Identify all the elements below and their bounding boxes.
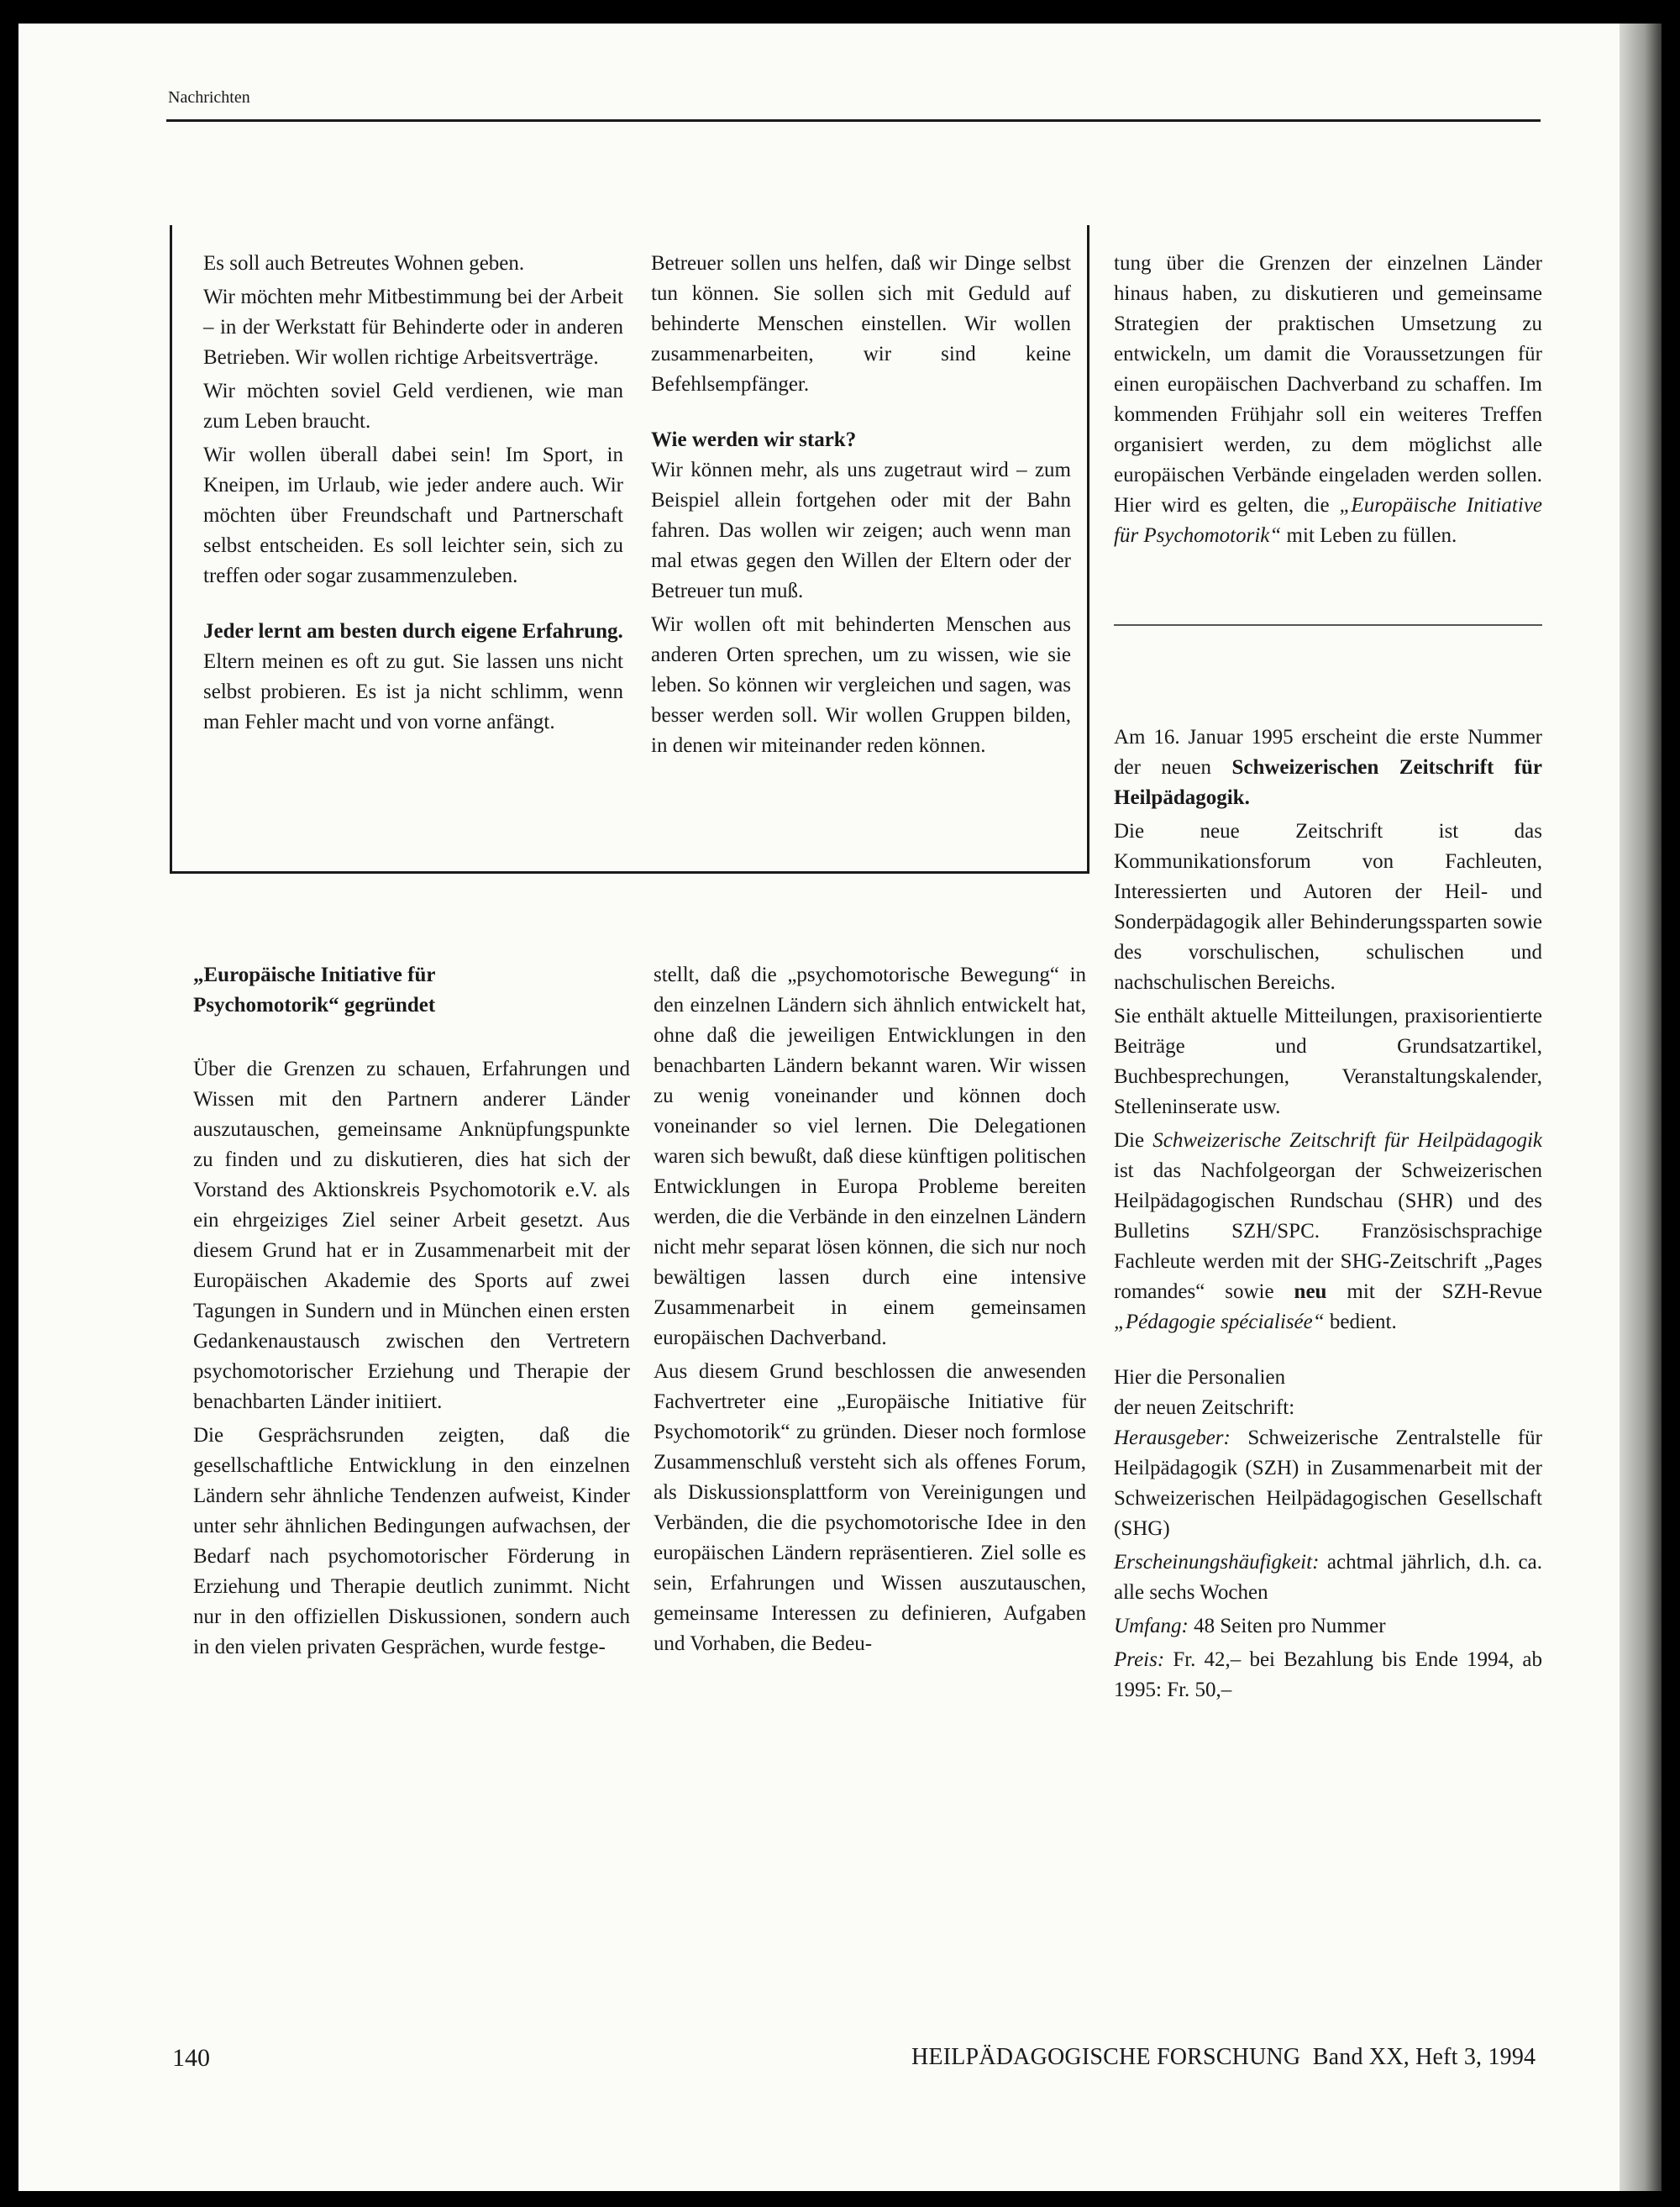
detail-herausgeber: Herausgeber: Schweizerische Zentralstelle für Heilpädagogik (SZH) in Zusammenarbeit mit der Schweizerischen Heilpädagogischen Gesellschaft (SHG): [1114, 1427, 1543, 1540]
detail-umfang: Umfang: 48 Seiten pro Nummer: [1114, 1615, 1386, 1637]
journal-footer: HEILPÄDAGOGISCHE FORSCHUNG Band XX, Heft 3, 1994: [911, 2044, 1536, 2070]
article-column-2: [654, 960, 1086, 1663]
section-rule: [1114, 624, 1542, 626]
running-head: Nachrichten: [168, 88, 250, 107]
paragraph: Sie enthält aktuelle Mitteilungen, praxisorientierte Beiträge und Grundsatzartikel, Buchbesprechungen, Veranstaltungskalender, Stelleninserate usw.: [1114, 1005, 1542, 1118]
box-paragraph: Wir möchten mehr Mitbestimmung bei der Arbeit – in der Werkstatt für Behinderte oder in anderen Betrieben. Wir wollen richtige Arbeitsverträge.: [203, 286, 623, 369]
article-title-line-1: „Europäische Initiative für: [193, 964, 436, 986]
box-paragraph: Wir möchten soviel Geld verdienen, wie man zum Leben braucht.: [203, 380, 623, 433]
article-paragraph: Aus diesem Grund beschlossen die anwesenden Fachvertreter eine „Europäische Initiative für Psychomotorik“ zu gründen. Dieser noch formlose Zusammenschluß versteht sich als offenes Forum, als Diskussionsplattform von Vereinigungen und Verbänden, die die psychomotorische Idee in den europäischen Ländern repräsentieren. Ziel solle es sein, Erfahrungen und Wissen auszutauschen, gemeinsame Interessen zu definieren, Aufgaben und Vorhaben, die Bedeu-: [654, 1360, 1086, 1655]
page-number: 140: [172, 2044, 210, 2072]
paragraph: Die Schweizerische Zeitschrift für Heilpädagogik ist das Nachfolgeorgan der Schweizerischen Heilpädagogischen Rundschau (SHR) und des Bulletins SZH/SPC. Französischsprachige Fachleute werden mit der SHG-Zeitschrift „Pages romandes“ sowie neu mit der SZH-Revue „Pédagogie spécialisée“ bedient.: [1114, 1129, 1543, 1333]
article-paragraph: Über die Grenzen zu schauen, Erfahrungen und Wissen mit den Partnern anderer Länder auszutauschen, gemeinsame Anknüpfungspunkte zu finden und zu diskutieren, dies hat sich der Vorstand des Aktionskreis Psychomotorik e.V. als ein ehrgeiziges Ziel seiner Arbeit gesetzt. Aus diesem Grund hat er in Zusammenarbeit mit der Europäischen Akademie des Sports auf zwei Tagungen in Sundern und in München einen ersten Gedankenaustausch zwischen den Vertretern psychomotorischer Erziehung und Therapie der benachbarten Länder initiiert.: [193, 1058, 630, 1413]
paragraph: Am 16. Januar 1995 erscheint die erste Nummer der neuen Schweizerischen Zeitschrift für Heilpädagogik.: [1114, 726, 1542, 809]
box-paragraph: Es soll auch Betreutes Wohnen geben.: [203, 252, 525, 275]
detail-frequency: Erscheinungshäufigkeit: achtmal jährlich, d.h. ca. alle sechs Wochen: [1114, 1551, 1542, 1604]
paragraph: tung über die Grenzen der einzelnen Länder hinaus haben, zu diskutieren und gemeinsame Strategien der praktischen Umsetzung zu entwickeln, um damit die Voraussetzungen für einen europäischen Dachverband zu schaffen. Im kommenden Frühjahr soll ein weiteres Treffen organisiert werden, zu dem möglichst alle europäischen Verbände eingeladen werden sollen. Hier wird es gelten, die „Europäische Initiative für Psychomotorik“ mit Leben zu füllen.: [1114, 252, 1543, 547]
article-column-1: [193, 960, 630, 1666]
header-rule: [166, 119, 1541, 122]
box-column-1: [203, 249, 623, 741]
journal-notice: [1114, 723, 1542, 1709]
box-paragraph: Wir wollen oft mit behinderten Menschen aus anderen Orten sprechen, um zu wissen, wie sie leben. So können wir vergleichen und sagen, was besser werden soll. Wir wollen Gruppen bilden, in denen wir miteinander reden können.: [651, 613, 1071, 757]
detail-preis: Preis: Fr. 42,– bei Bezahlung bis Ende 1994, ab 1995: Fr. 50,–: [1114, 1648, 1542, 1701]
personalien-line: Hier die Personalien: [1114, 1366, 1286, 1389]
box-column-2: [651, 249, 1071, 765]
article-title-line-2: Psychomotorik“ gegründet: [193, 994, 436, 1017]
article-paragraph: Die Gesprächsrunden zeigten, daß die gesellschaftliche Entwicklung in den einzelnen Ländern sehr ähnliche Tendenzen aufweist, Kinder unter sehr ähnlichen Bedingungen aufwachsen, der Bedarf nach psychomotorischer Förderung in Erziehung und Therapie deutlich zunimmt. Nicht nur in den offiziellen Diskussionen, sondern auch in den vielen privaten Gesprächen, wurde festge-: [193, 1424, 630, 1658]
column-3-continuation: [1114, 249, 1542, 554]
article-paragraph: stellt, daß die „psychomotorische Bewegung“ in den einzelnen Ländern sich ähnlich entwickelt hat, ohne daß die jeweiligen Entwicklungen in den benachbarten Ländern bekannt waren. Wir wissen zu wenig voneinander und können doch voneinander so viel lernen. Die Delegationen waren sich bewußt, daß diese künftigen politischen Entwicklungen in Europa Probleme bereiten werden, die die Verbände in den einzelnen Ländern nicht mehr separat lösen können, die sich nur noch bewältigen lassen durch eine intensive Zusammenarbeit in einem gemeinsamen europäischen Dachverband.: [654, 964, 1086, 1349]
box-paragraph: Betreuer sollen uns helfen, daß wir Dinge selbst tun können. Sie sollen sich mit Geduld auf behinderte Menschen einstellen. Wir wollen zusammenarbeiten, wir sind keine Befehlsempfänger.: [651, 252, 1071, 396]
box-heading: Wie werden wir stark?: [651, 428, 857, 451]
box-paragraph: Wir können mehr, als uns zugetraut wird – zum Beispiel allein fortgehen oder mit der Bahn fahren. Das wollen wir zeigen; auch wenn man mal etwas gegen den Willen der Eltern oder der Betreuer tun muß.: [651, 459, 1071, 602]
box-heading: Jeder lernt am besten durch eigene Erfahrung.: [203, 620, 623, 643]
box-paragraph: Eltern meinen es oft zu gut. Sie lassen uns nicht selbst probieren. Es ist ja nicht schlimm, wenn man Fehler macht und von vorne anfängt.: [203, 650, 623, 733]
paragraph: Die neue Zeitschrift ist das Kommunikationsforum von Fachleuten, Interessierten und Autoren der Heil- und Sonderpädagogik aller Behinderungssparten sowie des vorschulischen, schulischen und nachschulischen Bereichs.: [1114, 820, 1542, 994]
box-paragraph: Wir wollen überall dabei sein! Im Sport, in Kneipen, im Urlaub, wie jeder andere auch. Wir möchten über Freundschaft und Partnerschaft selbst entscheiden. Es soll leichter sein, sich zu treffen oder sogar zusammenzuleben.: [203, 444, 623, 587]
personalien-line: der neuen Zeitschrift:: [1114, 1396, 1295, 1419]
page-edge-shadow: [1620, 24, 1662, 2191]
